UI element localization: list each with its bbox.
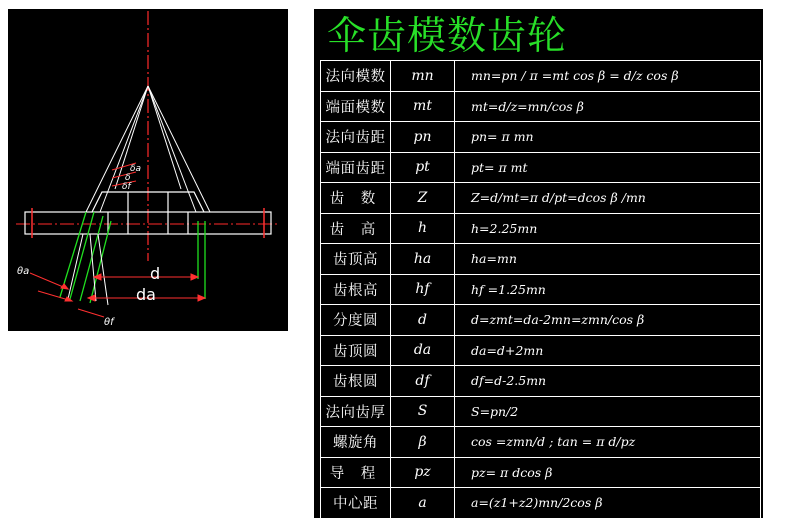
label-da: da [136,285,156,304]
row-symbol: mn [391,61,455,92]
row-formula: df=d-2.5mn [455,366,761,397]
row-formula: ha=mn [455,244,761,275]
table-row [321,213,761,244]
table-row [321,61,761,92]
row-formula: hf =1.25mn [455,274,761,305]
row-name: 螺旋角 [321,427,391,458]
label-delta: δ [125,173,131,183]
row-name: 齿根圆 [321,366,391,397]
row-formula: a=(z1+z2)mn/2cos β [455,488,761,519]
table-row [321,244,761,275]
row-formula: S=pn/2 [455,396,761,427]
row-symbol: β [391,427,455,458]
bevel-gear-svg [8,9,288,331]
row-formula: mn=pn / π =mt cos β = d/z cos β [455,61,761,92]
label-theta-f: θf [104,317,114,328]
dimension-d [94,274,198,280]
row-symbol: pn [391,122,455,153]
row-name: 法向齿厚 [321,396,391,427]
table-row [321,457,761,488]
row-formula: cos =zmn/d ; tan = π d/pz [455,427,761,458]
row-name: 端面模数 [321,91,391,122]
formula-rows [321,61,761,519]
row-name: 端面齿距 [321,152,391,183]
row-name: 齿 数 [321,183,391,214]
table-row [321,366,761,397]
row-name: 分度圆 [321,305,391,336]
bevel-gear-drawing [8,9,288,331]
table-row [321,305,761,336]
row-symbol: df [391,366,455,397]
panel-title: 伞齿模数齿轮 [327,14,568,59]
row-symbol: hf [391,274,455,305]
row-formula: Z=d/mt=π d/pt=dcos β /mn [455,183,761,214]
table-row [321,396,761,427]
table-row [321,335,761,366]
row-name: 齿根高 [321,274,391,305]
table-row [321,427,761,458]
row-symbol: a [391,488,455,519]
table-row [321,488,761,519]
row-formula: da=d+2mn [455,335,761,366]
formula-panel [314,9,763,518]
row-formula: mt=d/z=mn/cos β [455,91,761,122]
table-row [321,122,761,153]
row-symbol: mt [391,91,455,122]
row-symbol: pt [391,152,455,183]
row-formula: pn= π mn [455,122,761,153]
label-delta-f: δf [122,182,131,192]
theta-marks [30,273,104,317]
table-row [321,91,761,122]
row-symbol: Z [391,183,455,214]
table-row [321,183,761,214]
row-symbol: ha [391,244,455,275]
pitch-lines [60,212,205,303]
row-symbol: da [391,335,455,366]
label-theta-a: θa [17,266,30,277]
table-row [321,274,761,305]
row-name: 齿顶圆 [321,335,391,366]
table-row [321,152,761,183]
row-symbol: d [391,305,455,336]
row-formula: pz= π dcos β [455,457,761,488]
label-d: d [150,264,161,283]
row-symbol: S [391,396,455,427]
row-name: 中心距 [321,488,391,519]
row-name: 齿顶高 [321,244,391,275]
row-formula: pt= π mt [455,152,761,183]
row-name: 导 程 [321,457,391,488]
formula-table [320,60,761,519]
label-delta-a: δa [130,164,142,174]
row-name: 齿 高 [321,213,391,244]
row-name: 法向模数 [321,61,391,92]
row-formula: d=zmt=da-2mn=zmn/cos β [455,305,761,336]
row-formula: h=2.25mn [455,213,761,244]
row-symbol: h [391,213,455,244]
row-symbol: pz [391,457,455,488]
row-name: 法向齿距 [321,122,391,153]
